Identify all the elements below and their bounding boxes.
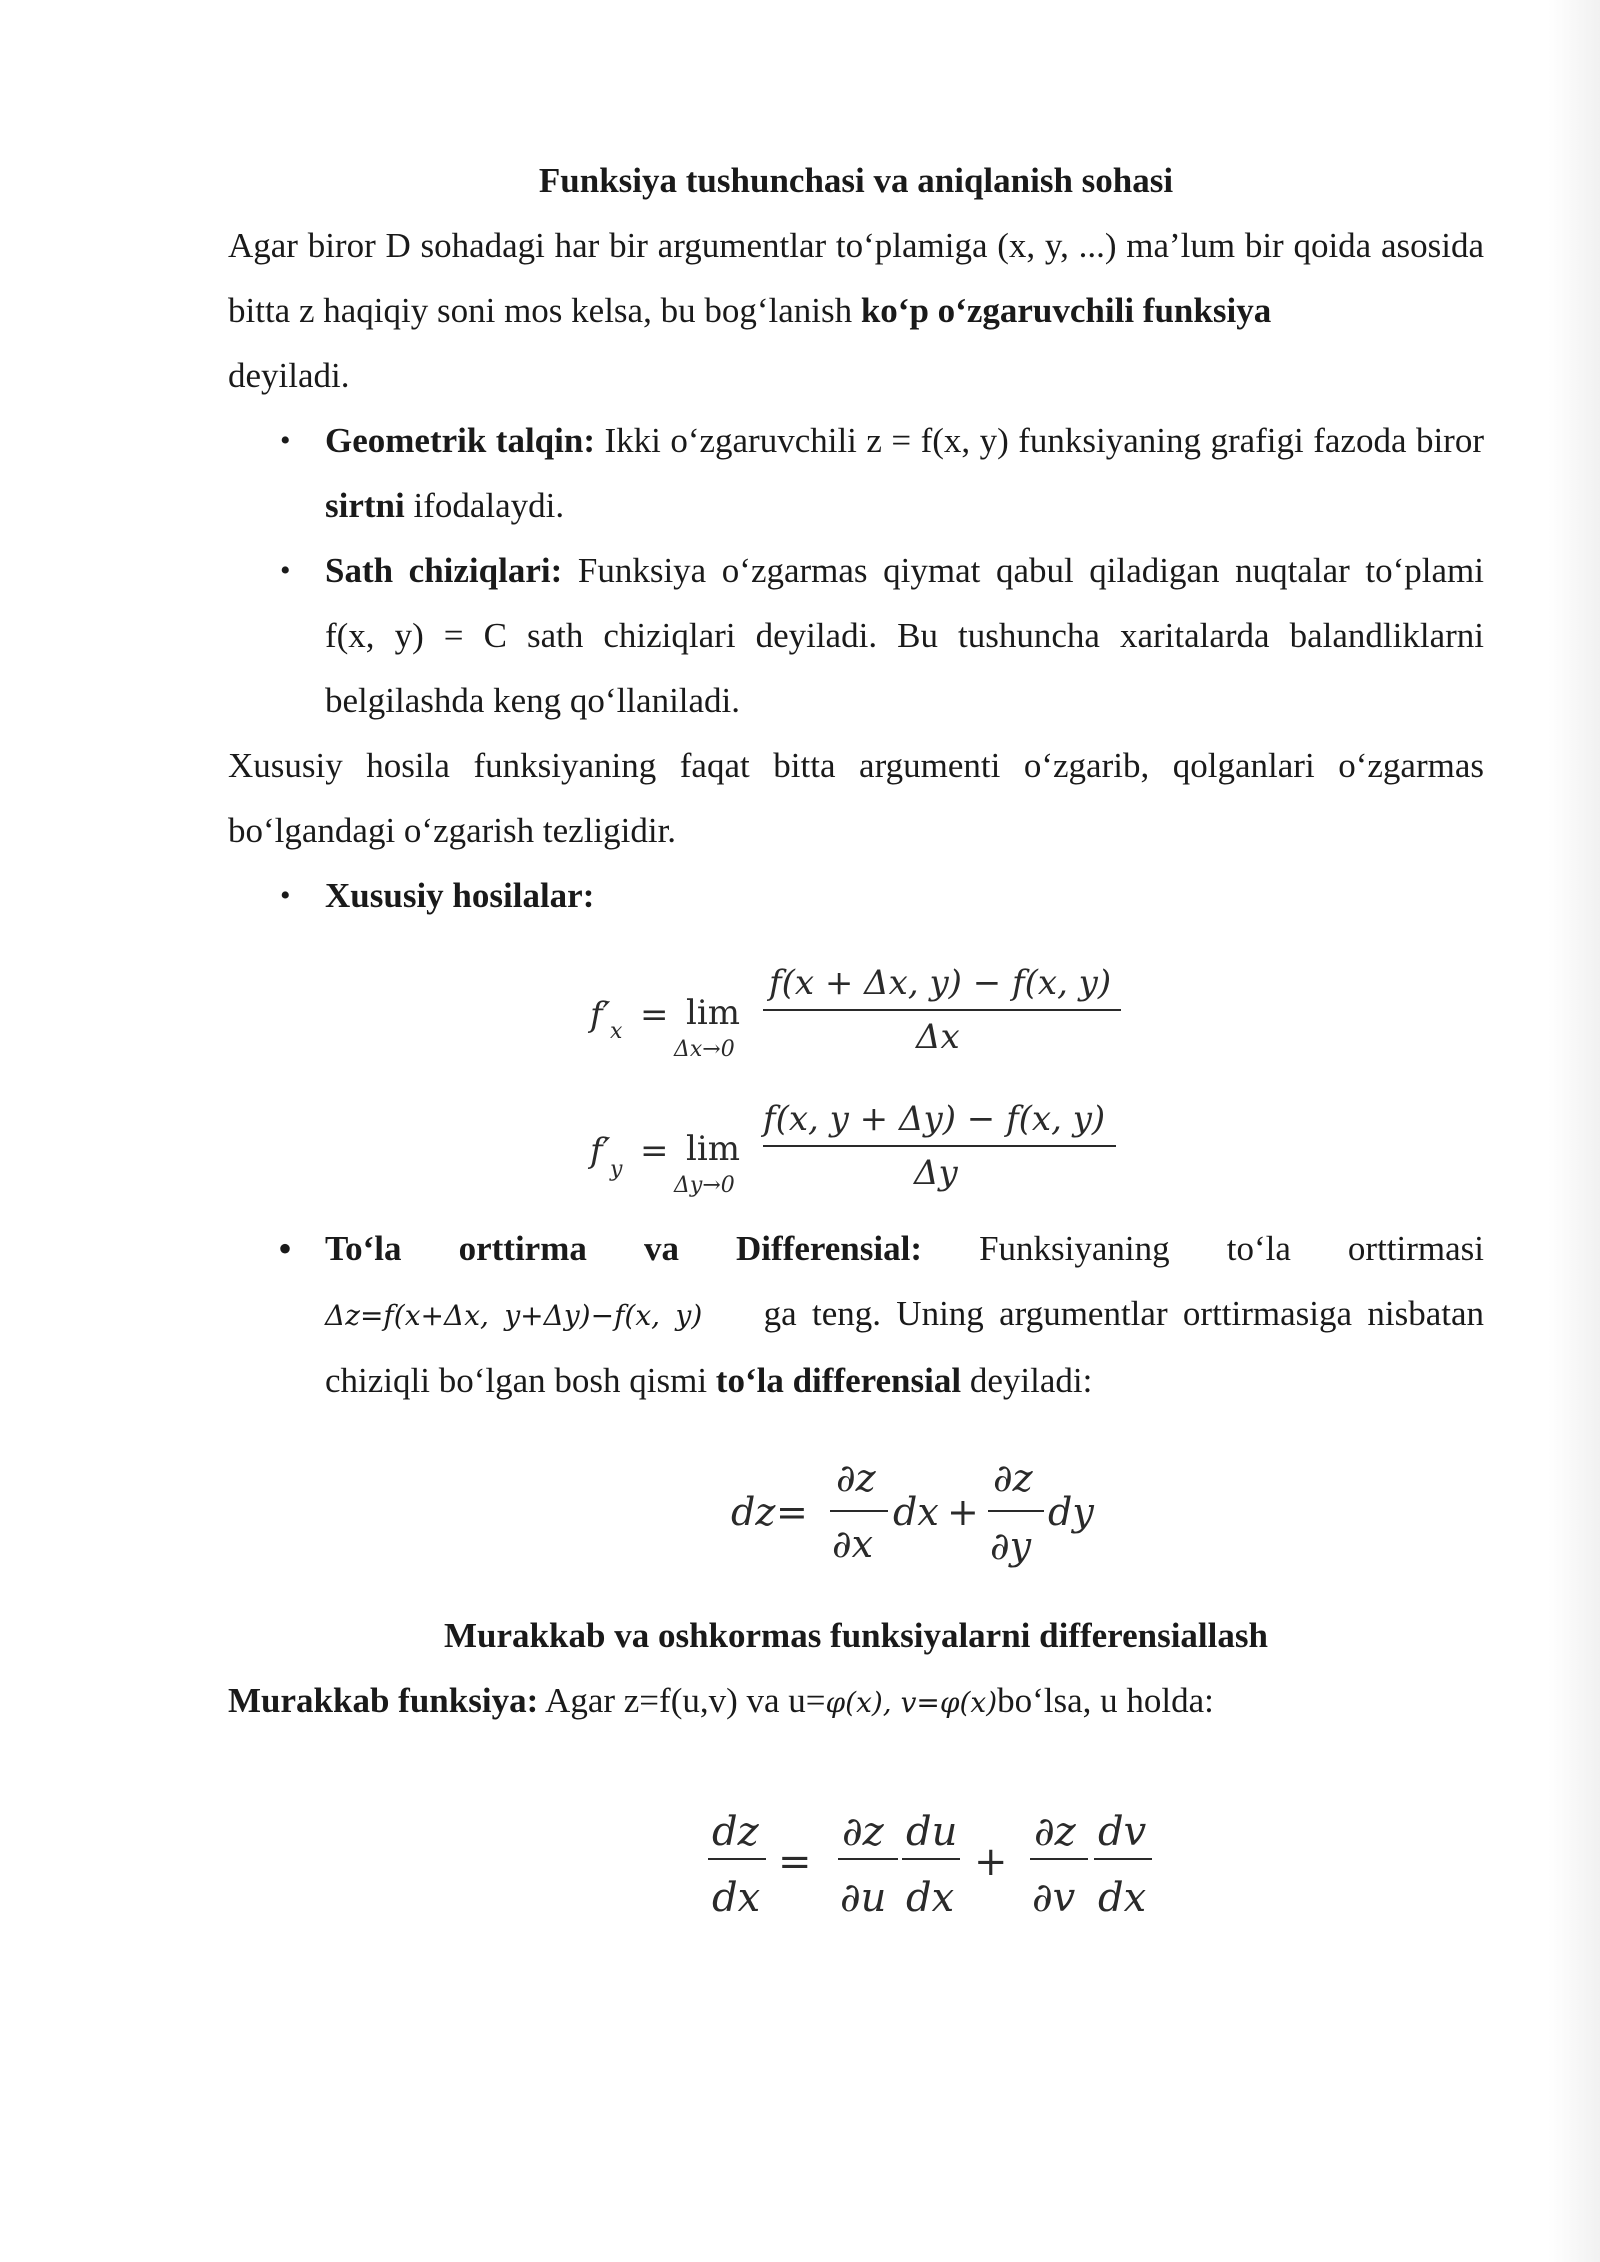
bullet-geometric-bold: sirtni [325,486,405,525]
chain-f4-den: dx [1098,1875,1147,1921]
fx-denominator: Δx [916,1017,960,1057]
formula-partial-x-svg [228,928,1484,1066]
total-label-word-1: To‘la [325,1229,402,1268]
composite-inline-formula: φ(x), v=φ(x) [825,1686,998,1719]
fy-lim-sub: Δy→0 [674,1173,735,1198]
dz-frac2-den: ∂y [990,1524,1032,1568]
total-text-2: ga teng. Uning argumentlar orttirmasiga nisbatan chiziqli bo‘lgan bosh qismi [325,1294,1485,1400]
section-title-function-concept: Funksiya tushunchasi va aniqlanish sohasi [538,161,1174,200]
formula-partial-y-svg [228,1066,1484,1216]
definition-text: Agar biror D sohadagi har bir argumentlar to‘plamiga (x, y, ...) ma’lum bir qoida asosida bitta z haqiqiy soni mos kelsa, bu bog‘lanish [228,226,1484,330]
formula-chain-rule [228,1735,1484,1935]
chain-equals: = [778,1839,812,1885]
dz-lhs: dz [731,1490,776,1534]
bullet-geometric-end: ifodalaydi. [404,486,565,525]
fy-equals: = [640,1131,669,1171]
formula-chain-rule-svg [228,1735,1484,1935]
fy-sub: y [610,1157,623,1182]
total-text-3: deyiladi: [961,1361,1093,1400]
page-edge-shadow [1548,0,1600,2262]
fy-lhs: f′ [590,1131,611,1171]
formula-total-differential-svg [228,1413,1484,1603]
chain-f4-num: dv [1098,1809,1147,1855]
chain-f3-num: ∂z [1034,1809,1076,1855]
fy-denominator: Δy [914,1153,958,1193]
chain-lhs-den: dx [712,1875,761,1921]
bullet-level-lines [228,538,1484,733]
definition-ending: deyiladi. [228,356,350,395]
total-bold-term: to‘la differensial [715,1361,962,1400]
fx-lim: lim [686,993,740,1033]
page-content [228,148,1484,1935]
dz-dx: dx [893,1490,939,1534]
dz-frac1-num: ∂z [836,1456,876,1500]
fx-sub: x [610,1019,623,1044]
total-first-line [325,1216,1484,1281]
bullet-icon: • [278,1226,293,1271]
total-rest [325,1281,1484,1413]
chain-f2-num: du [906,1809,958,1855]
dz-frac2-num: ∂z [993,1456,1033,1500]
composite-text-2: bo‘lsa, u holda: [997,1681,1214,1720]
composite-label: Murakkab funksiya: [228,1681,539,1720]
chain-plus: + [974,1839,1008,1885]
bullet-level-text: Funksiya o‘zgarmas qiymat qabul qiladigan nuqtalar to‘plami f(x, y) = C sath chiziqlari deyiladi. Bu tushuncha xaritalarda balandliklarni belgilashda keng qo‘llaniladi. [325,551,1484,720]
bullet-geometric-text: Ikki o‘zgaruvchili z = f(x, y) funksiyaning grafigi fazoda biror [595,421,1484,460]
definition-bold-term: ko‘p o‘zgaruvchili funksiya [860,291,1272,330]
bullet-geometric [228,408,1484,538]
fx-numerator: f(x + Δx, y) − f(x, y) [769,963,1112,1003]
bullet-total-differential [228,1216,1484,1413]
fy-numerator: f(x, y + Δy) − f(x, y) [763,1099,1106,1139]
total-increment-formula: Δz=f(x+Δx, y+Δy)−f(x, y) [325,1299,703,1332]
total-text-1: Funksiyaning to‘la orttirmasi [979,1229,1485,1268]
dz-frac1-den: ∂x [832,1522,874,1566]
chain-f2-den: dx [906,1875,955,1921]
bullet-partials-label: Xususiy hosilalar: [325,876,595,915]
chain-lhs-num: dz [712,1809,759,1855]
formula-total-differential [228,1413,1484,1603]
fx-equals: = [640,995,669,1035]
total-label-word-2: orttirma [458,1229,587,1268]
partial-intro-paragraph: Xususiy hosila funksiyaning faqat bitta argumenti o‘zgarib, qolganlari o‘zgarmas bo‘lgandagi o‘zgarish tezligidir. [228,746,1484,850]
total-label-word-3: va [643,1229,679,1268]
bullet-icon: • [280,879,291,912]
composite-paragraph [228,1668,1484,1735]
bullet-level-label: Sath chiziqlari: [325,551,563,590]
chain-f3-den: ∂v [1032,1875,1076,1921]
composite-text-1: Agar z=f(u,v) va u= [538,1681,826,1720]
chain-f1-den: ∂u [840,1875,887,1921]
dz-dy: dy [1048,1490,1094,1534]
dz-plus: + [947,1490,979,1534]
formula-partial-x [228,928,1484,1066]
section-title-composite: Murakkab va oshkormas funksiyalarni differensiallash [444,1616,1268,1655]
formula-partial-y [228,1066,1484,1216]
fx-lhs: f′ [590,995,611,1035]
total-label-word-4: Differensial: [736,1229,922,1268]
bullet-icon: • [280,554,291,587]
bullet-partials [228,863,1484,928]
bullet-geometric-label: Geometrik talqin: [325,421,595,460]
bullet-icon: • [280,424,291,457]
definition-paragraph [228,213,1484,408]
dz-equals: = [776,1490,808,1534]
chain-f1-num: ∂z [842,1809,884,1855]
fx-lim-sub: Δx→0 [674,1037,735,1062]
fy-lim: lim [686,1129,740,1169]
